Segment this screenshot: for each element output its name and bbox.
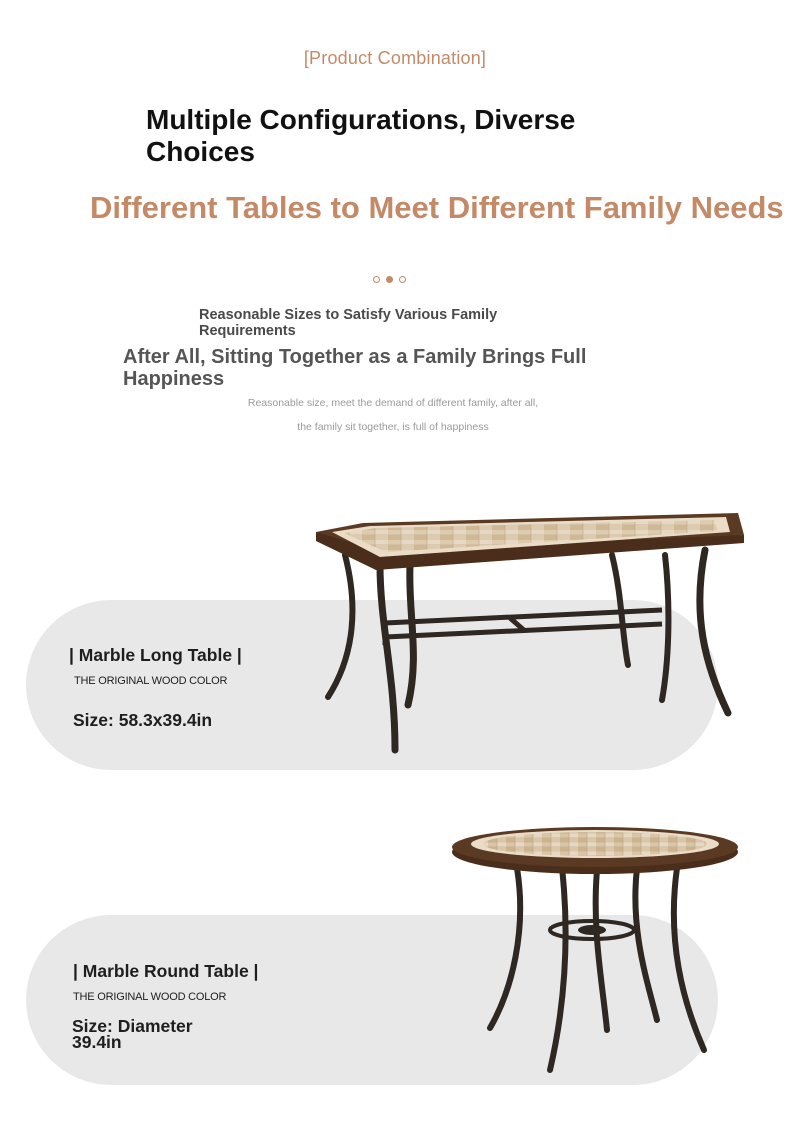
intro-caption-line2: the family sit together, is full of happiness [297, 421, 489, 433]
product-subtitle: THE ORIGINAL WOOD COLOR [73, 991, 227, 1003]
round-marble-table-image [452, 820, 742, 1075]
section-eyebrow: [Product Combination] [303, 48, 487, 68]
rectangular-marble-table-image [310, 505, 750, 760]
intro-main-title: After All, Sitting Together as a Family Brings Full Happiness [123, 346, 587, 390]
carousel-dots [373, 276, 406, 283]
section-subheadline: Different Tables to Meet Different Family Needs [90, 190, 784, 225]
intro-caption-line1: Reasonable size, meet the demand of different family, after all, [247, 397, 539, 409]
product-size: Size: 58.3x39.4in [73, 710, 213, 730]
product-subtitle: THE ORIGINAL WOOD COLOR [74, 675, 228, 687]
section-headline: Multiple Configurations, Diverse Choices [146, 104, 576, 167]
dot-indicator-active [386, 276, 393, 283]
dot-indicator [373, 276, 380, 283]
product-size: Size: Diameter 39.4in [72, 1016, 193, 1052]
dot-indicator [399, 276, 406, 283]
intro-small-title: Reasonable Sizes to Satisfy Various Family Requirements [199, 307, 498, 339]
product-title: | Marble Round Table | [73, 961, 259, 981]
product-title: | Marble Long Table | [69, 645, 242, 665]
